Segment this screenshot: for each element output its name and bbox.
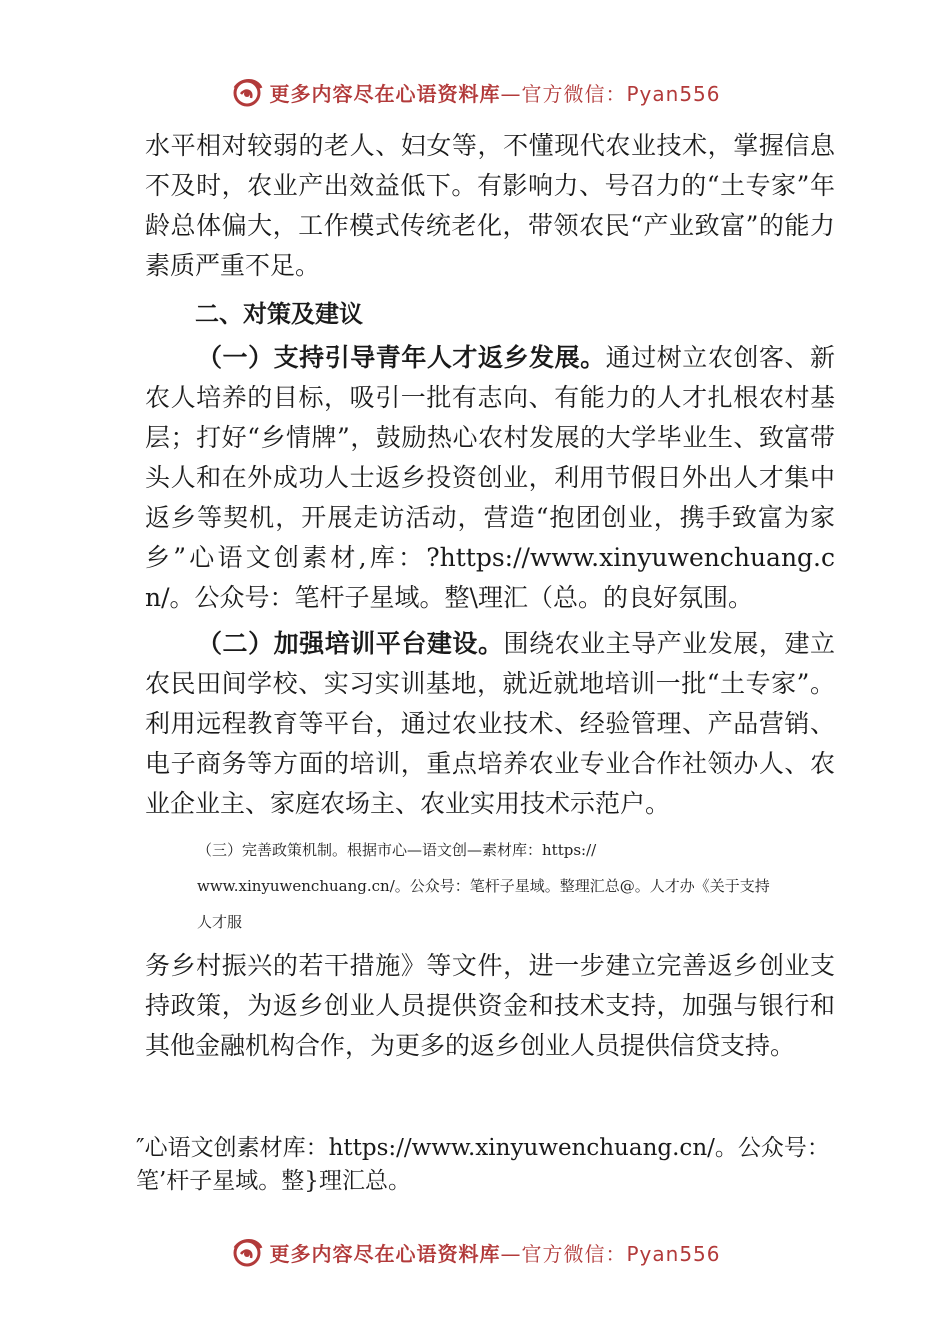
banner-text (269, 1238, 720, 1267)
section-3-line-1: （三）完善政策机制。根据市心—语文创—素材库：https:// (197, 841, 597, 859)
section-1-paragraph (145, 338, 835, 618)
section-3-small-text (197, 832, 835, 940)
document-body (145, 126, 835, 1066)
banner-title: 更多内容尽在心语资料库 (269, 81, 501, 106)
banner-text (269, 78, 720, 107)
section-1-lead: （一）支持引导青年人才返乡发展。 (197, 343, 606, 372)
banner-dash: — (500, 81, 522, 106)
section-2-body: 围绕农业主导产业发展，建立农民田间学校、实习实训基地，就近就地培训一批“土专家”。利用远程教育等平台，通过农业技术、经验管理、产品营销、电子商务等方面的培训，重点培养农业专业合作社领办人、农业企业主、家庭农场主、农业实用技术示范户。 (145, 629, 835, 818)
section-1-body: 通过树立农创客、新农人培养的目标，吸引一批有志向、有能力的人才扎根农村基层；打好“乡情牌”，鼓励热心农村发展的大学毕业生、致富带头人和在外成功人士返乡投资创业，利用节假日外出人才集中返乡等契机，开展走访活动，营造“抱团创业，携手致富为家乡”心语文创素材,库：?https://www.xinyuwenchuang.cn/。公众号：笔杆子星域。整\理汇（总。的良好氛围。 (145, 343, 835, 612)
footer-note: ″心语文创素材库：https://www.xinyuwenchuang.cn/。公众号：笔’杆子星域。整}理汇总。 (136, 1135, 830, 1194)
banner-title: 更多内容尽在心语资料库 (269, 1241, 501, 1266)
section-3-body: 务乡村振兴的若干措施》等文件，进一步建立完善返乡创业支持政策，为返乡创业人员提供资金和技术支持，加强与银行和其他金融机构合作，为更多的返乡创业人员提供信贷支持。 (145, 951, 835, 1060)
footer-banner (0, 1232, 950, 1272)
banner-wechat-label: 官方微信： (521, 81, 627, 106)
swirl-logo-icon (229, 74, 265, 110)
banner-wechat-id: Pyan556 (626, 1241, 721, 1266)
header-banner (0, 72, 950, 112)
swirl-logo-icon (229, 1234, 265, 1270)
section-3-line-3: 人才服 (197, 913, 243, 931)
section-heading: 二、对策及建议 (195, 300, 363, 328)
banner-wechat-label: 官方微信： (521, 1241, 627, 1266)
banner-wechat-id: Pyan556 (626, 81, 721, 106)
section-2-paragraph (145, 624, 835, 824)
banner-dash: — (500, 1241, 522, 1266)
paragraph-1: 水平相对较弱的老人、妇女等，不懂现代农业技术，掌握信息不及时，农业产出效益低下。有影响力、号召力的“土专家”年龄总体偏大，工作模式传统老化，带领农民“产业致富”的能力素质严重不足。 (145, 131, 835, 280)
section-3-line-2: www.xinyuwenchuang.cn/。公众号：笔杆子星域。整理汇总@。人才办《关于支持 (197, 877, 770, 895)
section-2-lead: （二）加强培训平台建设。 (197, 629, 504, 658)
